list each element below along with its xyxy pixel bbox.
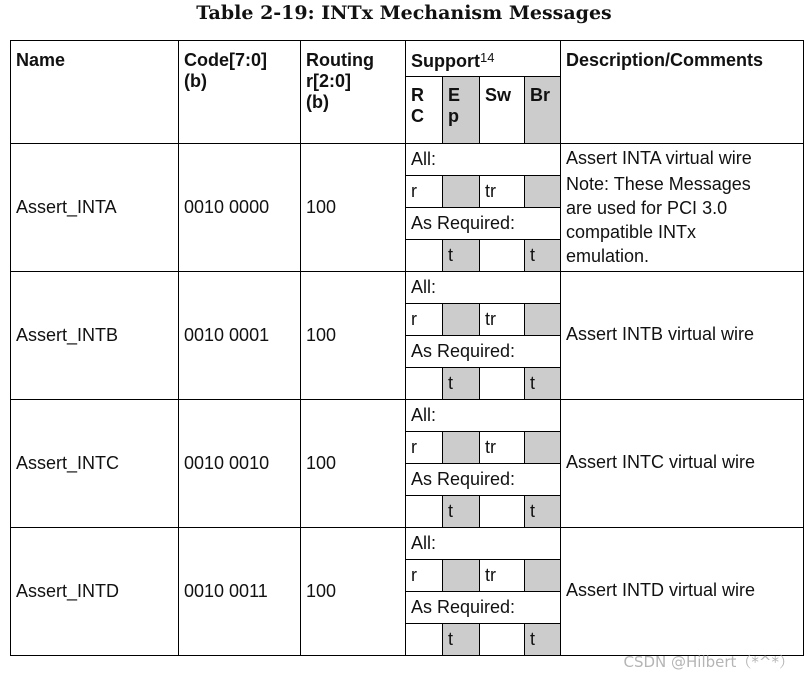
support-cell: t bbox=[443, 624, 480, 656]
support-cell bbox=[443, 560, 480, 592]
support-all-label: All: bbox=[406, 272, 561, 304]
support-cell bbox=[525, 560, 561, 592]
message-name: Assert_INTC bbox=[11, 400, 179, 528]
message-routing: 100 bbox=[301, 400, 406, 528]
message-routing: 100 bbox=[301, 144, 406, 272]
header-description: Description/Comments bbox=[561, 41, 804, 144]
support-cell bbox=[406, 368, 443, 400]
support-cell bbox=[525, 304, 561, 336]
support-cell: t bbox=[525, 368, 561, 400]
support-all-label: All: bbox=[406, 400, 561, 432]
header-sub-ep: E p bbox=[443, 77, 480, 144]
message-name: Assert_INTD bbox=[11, 528, 179, 656]
message-code: 0010 0011 bbox=[179, 528, 301, 656]
message-code: 0010 0000 bbox=[179, 144, 301, 272]
message-description bbox=[561, 144, 804, 272]
support-cell: r bbox=[406, 560, 443, 592]
header-routing: Routing r[2:0] (b) bbox=[301, 41, 406, 144]
support-cell: r bbox=[406, 304, 443, 336]
support-cell: tr bbox=[480, 560, 525, 592]
description-text: Assert INTA virtual wire bbox=[566, 147, 752, 168]
message-row bbox=[11, 144, 804, 176]
support-cell: t bbox=[525, 496, 561, 528]
support-cell: t bbox=[525, 240, 561, 272]
message-name: Assert_INTB bbox=[11, 272, 179, 400]
support-cell: r bbox=[406, 176, 443, 208]
message-code: 0010 0001 bbox=[179, 272, 301, 400]
header-name: Name bbox=[11, 41, 179, 144]
message-code: 0010 0010 bbox=[179, 400, 301, 528]
support-cell bbox=[480, 624, 525, 656]
message-description bbox=[561, 272, 804, 400]
description-note: Note: These Messages are used for PCI 3.0 compatible INTx emulation. bbox=[566, 173, 751, 266]
support-required-label: As Required: bbox=[406, 464, 561, 496]
support-cell: tr bbox=[480, 176, 525, 208]
header-sub-br: Br bbox=[525, 77, 561, 144]
support-required-label: As Required: bbox=[406, 208, 561, 240]
support-cell: tr bbox=[480, 304, 525, 336]
support-cell: t bbox=[443, 240, 480, 272]
support-cell: t bbox=[443, 496, 480, 528]
message-description bbox=[561, 400, 804, 528]
support-all-label: All: bbox=[406, 528, 561, 560]
header-row bbox=[11, 41, 804, 77]
support-cell bbox=[406, 240, 443, 272]
support-cell: t bbox=[525, 624, 561, 656]
support-cell bbox=[480, 496, 525, 528]
support-cell bbox=[406, 624, 443, 656]
message-row bbox=[11, 400, 804, 432]
support-cell bbox=[443, 304, 480, 336]
intx-messages-table bbox=[10, 40, 804, 656]
header-code: Code[7:0] (b) bbox=[179, 41, 301, 144]
message-routing: 100 bbox=[301, 528, 406, 656]
support-cell: r bbox=[406, 432, 443, 464]
header-support: Support$^{14}$ bbox=[406, 41, 561, 77]
support-all-label: All: bbox=[406, 144, 561, 176]
table-title: Table 2-19: INTx Mechanism Messages bbox=[196, 2, 612, 24]
header-sub-sw: Sw bbox=[480, 77, 525, 144]
support-required-label: As Required: bbox=[406, 592, 561, 624]
support-cell bbox=[525, 432, 561, 464]
description-text: Assert INTC virtual wire bbox=[566, 451, 756, 472]
header-sub-rc: R C bbox=[406, 77, 443, 144]
watermark: CSDN @Hilbert（*^*） bbox=[623, 653, 794, 671]
support-cell bbox=[443, 176, 480, 208]
support-required-label: As Required: bbox=[406, 336, 561, 368]
support-cell bbox=[480, 368, 525, 400]
support-cell bbox=[443, 432, 480, 464]
support-cell: t bbox=[443, 368, 480, 400]
support-cell bbox=[480, 240, 525, 272]
footnote-marker: 14 bbox=[480, 50, 495, 65]
message-routing: 100 bbox=[301, 272, 406, 400]
description-text: Assert INTD virtual wire bbox=[566, 579, 756, 600]
message-description bbox=[561, 528, 804, 656]
message-row bbox=[11, 528, 804, 560]
support-cell bbox=[525, 176, 561, 208]
support-cell bbox=[406, 496, 443, 528]
message-name: Assert_INTA bbox=[11, 144, 179, 272]
message-row bbox=[11, 272, 804, 304]
description-text: Assert INTB virtual wire bbox=[566, 323, 755, 344]
support-cell: tr bbox=[480, 432, 525, 464]
